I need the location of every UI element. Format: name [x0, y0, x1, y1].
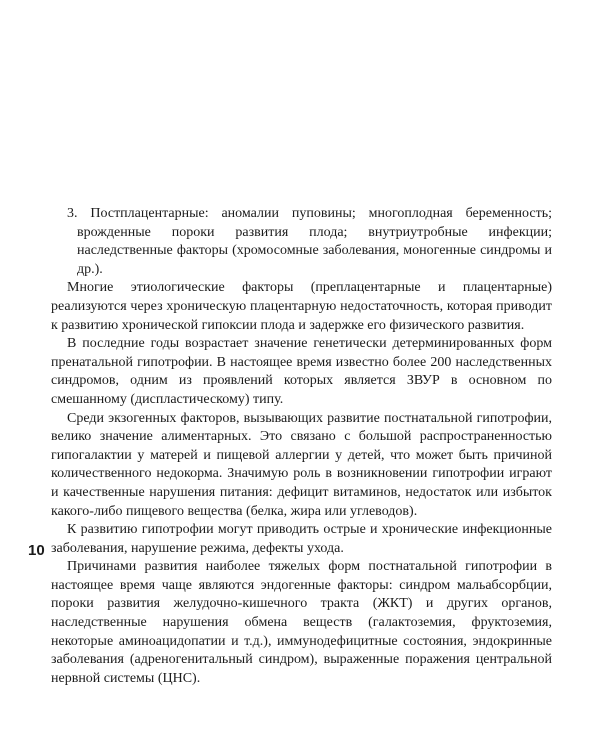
paragraph-exogenous-factors: Среди экзогенных факторов, вызывающих развитие постнатальной гипотрофии, велико значение алиментарных. Это связано с большой распространенностью гипогалактии у матерей и пищевой аллергии у детей, что может быть причиной количественного недокорма. Значимую роль в возникновении гипотрофии играют и качественные нарушения питания: дефицит витаминов, недостаток или избыток какого-либо пищевого вещества (белка, жира или углеводов).: [51, 410, 552, 519]
body-text: [51, 205, 552, 688]
paragraph-endogenous-factors: Причинами развития наиболее тяжелых форм постнатальной гипотрофии в настоящее время чаще являются эндогенные факторы: синдром мальабсорбции, пороки развития желудочно-кишечного тракта (ЖКТ) и других органов, наследственные нарушения обмена веществ (галактоземия, фруктоземия, некоторые аминоацидопатии и т.д.), иммунодефицитные состояния, эндокринные заболевания (адреногенитальный синдром), выраженные поражения центральной нервной системы (ЦНС).: [51, 559, 552, 686]
paragraph-genetic-forms: В последние годы возрастает значение генетически детерминированных форм пренатальной гипотрофии. В настоящее время известно более 200 наследственных синдромов, одним из проявлений которых является ЗВУР в основном по смешанному (диспластическому) типу.: [51, 336, 552, 407]
paragraph-etiological-factors: Многие этиологические факторы (преплацентарные и плацентарные) реализуются через хроническую плацентарную недостаточность, которая приводит к развитию хронической гипоксии плода и задержке его физического развития.: [51, 280, 552, 333]
paragraph-infections: К развитию гипотрофии могут приводить острые и хронические инфекционные заболевания, нарушение режима, дефекты ухода.: [51, 522, 552, 556]
page-number: 10: [28, 542, 45, 559]
list-item-postplacental: 3. Постплацентарные: аномалии пуповины; многоплодная беременность; врожденные пороки развития плода; внутриутробные инфекции; наследственные факторы (хромосомные заболевания, моногенные синдромы и др.).: [67, 206, 552, 277]
